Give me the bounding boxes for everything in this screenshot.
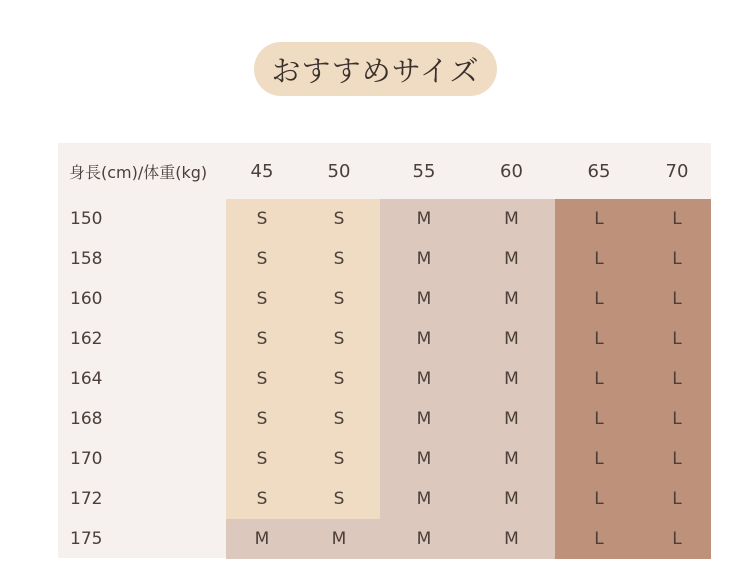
size-cell: M <box>416 489 432 509</box>
weight-header: 55 <box>412 160 436 182</box>
height-label: 162 <box>70 329 103 349</box>
size-cell: S <box>333 249 345 269</box>
size-cell: S <box>256 409 268 429</box>
size-cell: L <box>672 289 682 309</box>
size-cell: S <box>333 289 345 309</box>
size-cell: L <box>672 409 682 429</box>
size-cell: L <box>594 489 604 509</box>
weight-header: 50 <box>327 160 351 182</box>
height-label: 164 <box>70 369 103 389</box>
size-cell: S <box>256 329 268 349</box>
weight-header: 70 <box>665 160 689 182</box>
height-label: 158 <box>70 249 103 269</box>
size-cell: L <box>594 529 604 549</box>
size-cell: L <box>672 449 682 469</box>
size-cell: L <box>672 489 682 509</box>
size-cell: S <box>333 489 345 509</box>
size-cell: L <box>594 249 604 269</box>
size-cell: M <box>416 249 432 269</box>
size-cell: M <box>504 369 519 389</box>
size-cell: L <box>672 249 682 269</box>
size-cell: S <box>256 249 268 269</box>
size-cell: L <box>594 289 604 309</box>
height-label: 168 <box>70 409 103 429</box>
size-cell: M <box>416 529 432 549</box>
size-cell: L <box>672 369 682 389</box>
size-cell: L <box>594 329 604 349</box>
size-cell: S <box>256 369 268 389</box>
size-cell: M <box>504 209 519 229</box>
size-cell: L <box>594 449 604 469</box>
height-label: 172 <box>70 489 103 509</box>
weight-header: 60 <box>500 160 523 182</box>
size-cell: M <box>416 289 432 309</box>
size-table <box>58 143 711 558</box>
size-cell: M <box>416 209 432 229</box>
size-cell: M <box>504 449 519 469</box>
size-cell: M <box>504 529 519 549</box>
height-label: 160 <box>70 289 103 309</box>
size-cell: S <box>333 329 345 349</box>
size-cell: M <box>504 489 519 509</box>
size-cell: M <box>504 249 519 269</box>
size-cell: M <box>416 409 432 429</box>
size-cell: L <box>594 209 604 229</box>
size-cell: S <box>256 209 268 229</box>
size-cell: S <box>256 489 268 509</box>
size-cell: M <box>504 329 519 349</box>
size-cell: S <box>333 209 345 229</box>
size-cell: M <box>416 449 432 469</box>
size-cell: L <box>594 409 604 429</box>
height-label: 170 <box>70 449 103 469</box>
size-cell: M <box>504 289 519 309</box>
size-cell: S <box>333 409 345 429</box>
height-label: 150 <box>70 209 103 229</box>
size-cell: S <box>333 449 345 469</box>
size-cell: L <box>672 529 682 549</box>
size-cell: S <box>256 289 268 309</box>
size-cell: M <box>416 329 432 349</box>
size-cell: M <box>416 369 432 389</box>
size-cell: S <box>333 369 345 389</box>
size-cell: L <box>672 209 682 229</box>
size-cell: L <box>594 369 604 389</box>
size-cell: M <box>504 409 519 429</box>
page-title: おすすめサイズ <box>254 42 497 96</box>
size-cell: L <box>672 329 682 349</box>
header-label: 身長(cm)/体重(kg) <box>69 162 208 182</box>
weight-header: 65 <box>587 160 611 182</box>
size-cell: M <box>331 529 347 549</box>
height-label: 175 <box>70 529 103 549</box>
weight-header: 45 <box>250 160 274 182</box>
size-cell: S <box>256 449 268 469</box>
size-cell: M <box>254 529 270 549</box>
